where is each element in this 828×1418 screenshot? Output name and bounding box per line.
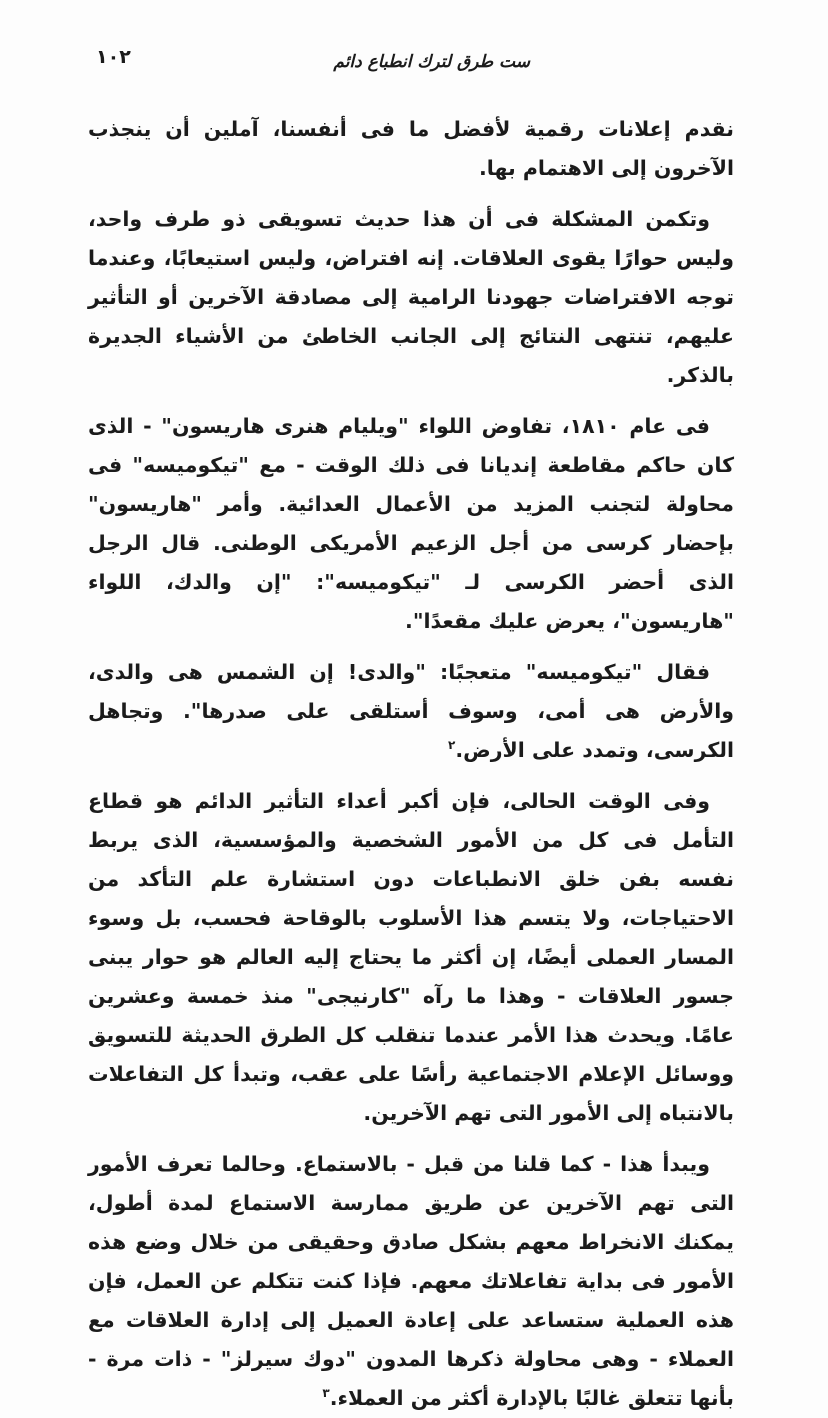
footnote-ref: ٢ [448,738,456,753]
paragraph-text: نقدم إعلانات رقمية لأفضل ما فى أنفسنا، آملين أن ينجذب الآخرون إلى الاهتمام بها. [88,117,734,180]
paragraph-2 [88,200,734,395]
paragraph-text: وتكمن المشكلة فى أن هذا حديث تسويقى ذو طرف واحد، وليس حوارًا يقوى العلاقات. إنه افتراض، وليس استيعابًا، وعندما توجه الافتراضات جهودنا الرامية إلى مصادقة الآخرين أو التأثير عليهم، تنتهى النتائج إلى الجانب الخاطئ من الأشياء الجديرة بالذكر. [88,207,734,387]
paragraph-3 [88,407,734,641]
paragraph-text: فى عام ١٨١٠، تفاوض اللواء "ويليام هنرى هاريسون" - الذى كان حاكم مقاطعة إنديانا فى ذلك الوقت - مع "تيكوميسه" فى محاولة لتجنب المزيد من الأعمال العدائية. وأمر "هاريسون" بإحضار كرسى من أجل الزعيم الأمريكى الوطنى. قال الرجل الذى أحضر الكرسى لـ "تيكوميسه": "إن والدك، اللواء "هاريسون"، يعرض عليك مقعدًا". [88,414,734,633]
paragraph-6 [88,1145,734,1418]
paragraph-4 [88,653,734,770]
page-number: ١٠٢ [96,46,131,68]
body-text [88,110,734,1418]
paragraph-text: وفى الوقت الحالى، فإن أكبر أعداء التأثير الدائم هو قطاع التأمل فى كل من الأمور الشخصية والمؤسسية، الذى يربط نفسه بفن خلق الانطباعات دون استشارة علم التأكد من الاحتياجات، ولا يتسم هذا الأسلوب بالوقاحة فحسب، بل وسوء المسار العملى أيضًا، إن أكثر ما يحتاج إليه العالم هو حوار يبنى جسور العلاقات - وهذا ما رآه "كارنيجى" منذ خمسة وعشرين عامًا. ويحدث هذا الأمر عندما تنقلب كل الطرق الحديثة للتسويق ووسائل الإعلام الاجتماعية رأسًا على عقب، وتبدأ كل التفاعلات بالانتباه إلى الأمور التى تهم الآخرين. [88,789,734,1125]
footnote-ref: ٣ [322,1386,330,1401]
running-title: ست طرق لترك انطباع دائم [333,52,530,72]
paragraph-1 [88,110,734,188]
paragraph-5 [88,782,734,1133]
paragraph-text: فقال "تيكوميسه" متعجبًا: "والدى! إن الشمس هى والدى، والأرض هى أمى، وسوف أستلقى على صدرها". وتجاهل الكرسى، وتمدد على الأرض. [88,660,734,762]
paragraph-text: ويبدأ هذا - كما قلنا من قبل - بالاستماع. وحالما تعرف الأمور التى تهم الآخرين عن طريق ممارسة الاستماع لمدة أطول، يمكنك الانخراط معهم بشكل صادق وحقيقى من خلال وضع هذه الأمور فى بداية تفاعلاتك معهم. فإذا كنت تتكلم عن العمل، فإن هذه العملية ستساعد على إعادة العميل إلى إدارة العلاقات مع العملاء - وهى محاولة ذكرها المدون "دوك سيرلز" - ذات مرة - بأنها تتعلق غالبًا بالإدارة أكثر من العملاء. [88,1152,734,1410]
